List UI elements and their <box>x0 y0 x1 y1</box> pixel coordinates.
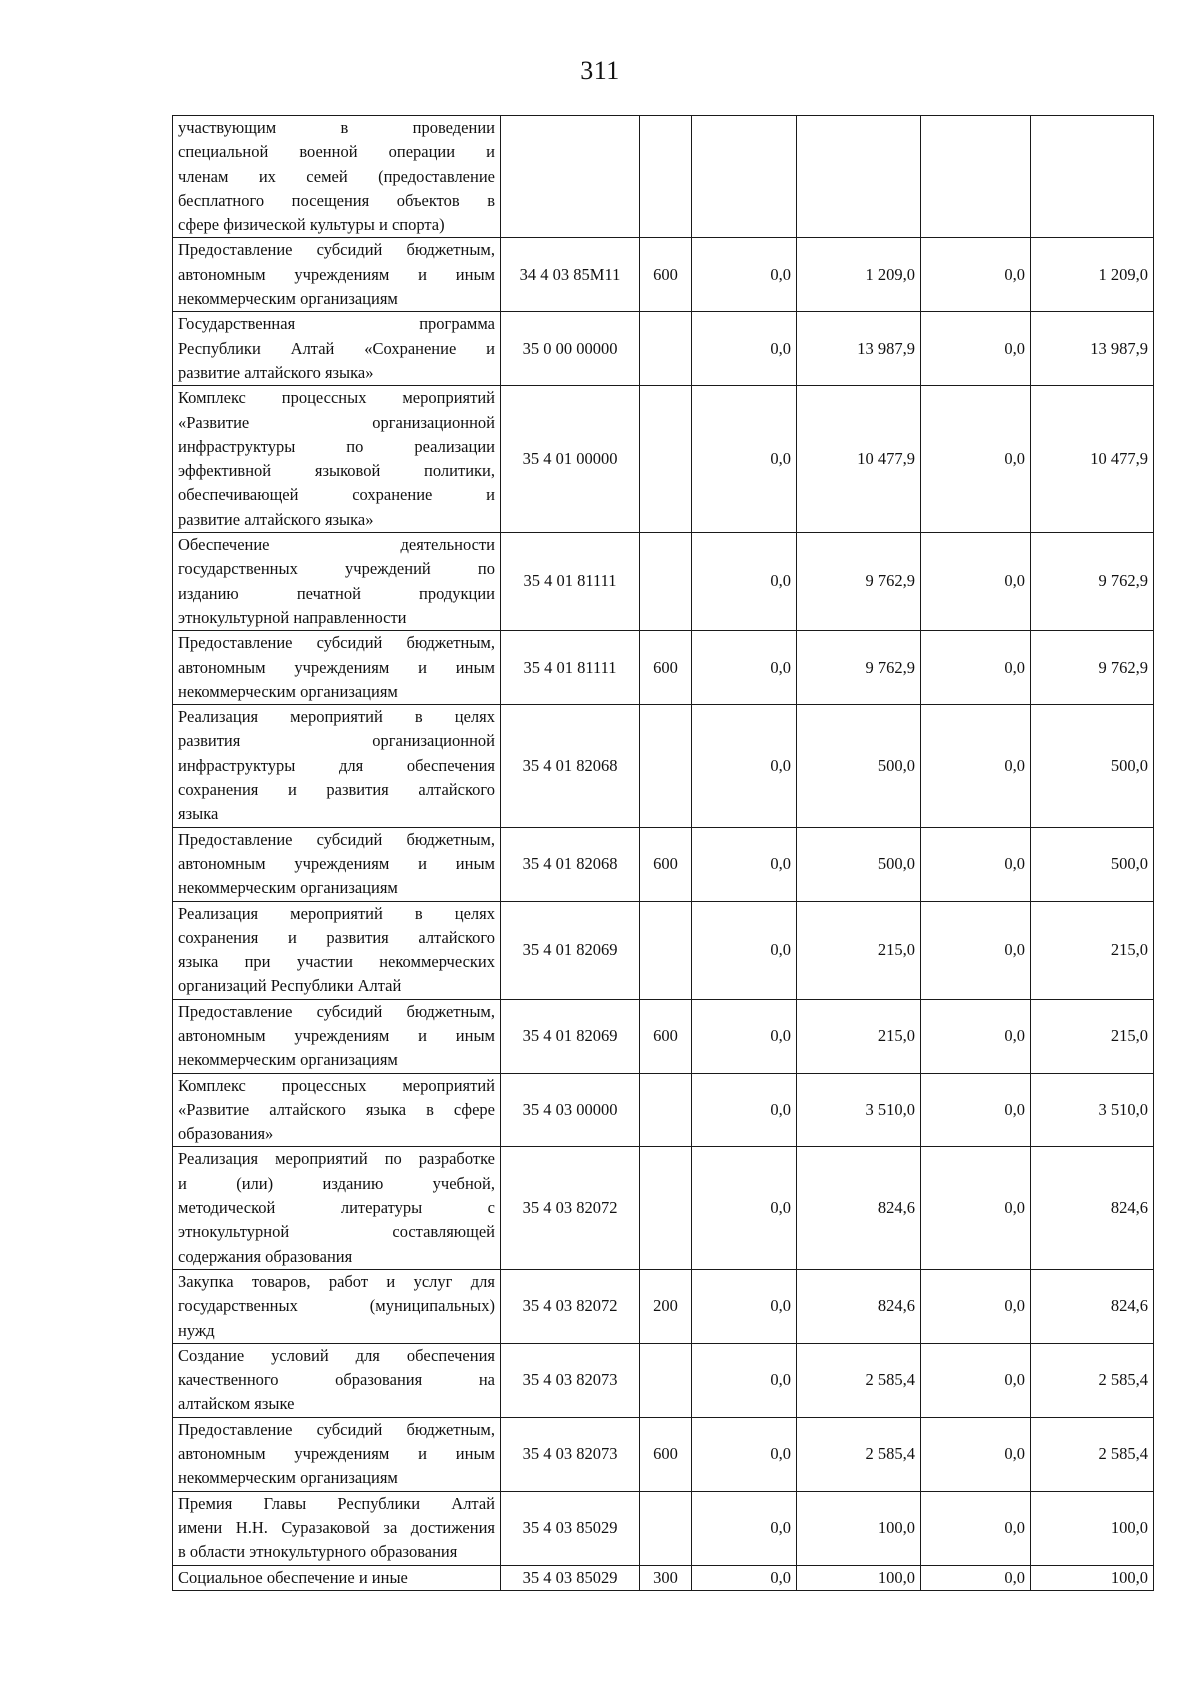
table-row <box>173 1073 1154 1147</box>
table-row <box>173 1491 1154 1565</box>
value-col-3: 0,0 <box>921 312 1031 386</box>
value-col-4: 13 987,9 <box>1031 312 1154 386</box>
row-name-line: сохранения и развития алтайского <box>178 780 495 800</box>
value-col-2: 10 477,9 <box>797 386 921 533</box>
target-article-code: 35 4 01 82069 <box>501 999 640 1073</box>
target-article-code: 35 4 03 00000 <box>501 1073 640 1147</box>
value-col-3: 0,0 <box>921 631 1031 705</box>
row-name-line: автономным учреждениям и иным <box>178 1025 495 1045</box>
value-col-4: 100,0 <box>1031 1491 1154 1565</box>
value-col-2: 215,0 <box>797 999 921 1073</box>
row-name <box>173 116 501 238</box>
row-name-line: автономным учреждениям и иным <box>178 264 495 284</box>
row-name <box>173 1417 501 1491</box>
target-article-code <box>501 116 640 238</box>
row-name <box>173 533 501 631</box>
value-col-2: 500,0 <box>797 705 921 827</box>
target-article-code: 35 4 01 81111 <box>501 631 640 705</box>
value-col-1: 0,0 <box>692 1147 797 1269</box>
target-article-code: 35 4 03 85029 <box>501 1491 640 1565</box>
row-name-line: этнокультурной составляющей <box>178 1222 495 1242</box>
value-col-3: 0,0 <box>921 999 1031 1073</box>
expense-type-code: 300 <box>640 1565 692 1590</box>
value-col-2: 824,6 <box>797 1147 921 1269</box>
table-row <box>173 386 1154 533</box>
row-name-line: членам их семей (предоставление <box>178 166 495 186</box>
row-name <box>173 1343 501 1417</box>
row-name-line: Закупка товаров, работ и услуг для <box>178 1271 495 1291</box>
row-name-line: некоммерческим организациям <box>178 878 398 898</box>
value-col-2: 1 209,0 <box>797 238 921 312</box>
row-name-line: языка при участии некоммерческих <box>178 952 495 972</box>
row-name-line: изданию печатной продукции <box>178 583 495 603</box>
value-col-4: 215,0 <box>1031 901 1154 999</box>
row-name-line: имени Н.Н. Суразаковой за достижения <box>178 1517 495 1537</box>
row-name-line: Предоставление субсидий бюджетным, <box>178 1001 495 1021</box>
expense-type-code: 600 <box>640 631 692 705</box>
row-name-line: «Развитие алтайского языка в сфере <box>178 1099 495 1119</box>
value-col-4: 824,6 <box>1031 1269 1154 1343</box>
table-row <box>173 1417 1154 1491</box>
value-col-3: 0,0 <box>921 533 1031 631</box>
value-col-2: 500,0 <box>797 827 921 901</box>
value-col-1: 0,0 <box>692 901 797 999</box>
value-col-4: 10 477,9 <box>1031 386 1154 533</box>
row-name-line: инфраструктуры по реализации <box>178 436 495 456</box>
target-article-code: 35 4 03 85029 <box>501 1565 640 1590</box>
expense-type-code: 600 <box>640 827 692 901</box>
target-article-code: 35 4 01 00000 <box>501 386 640 533</box>
target-article-code: 35 4 03 82072 <box>501 1147 640 1269</box>
row-name-line: организаций Республики Алтай <box>178 976 402 996</box>
value-col-4: 1 209,0 <box>1031 238 1154 312</box>
value-col-1: 0,0 <box>692 1491 797 1565</box>
value-col-4: 2 585,4 <box>1031 1417 1154 1491</box>
row-name-line: некоммерческим организациям <box>178 289 398 309</box>
table-row <box>173 116 1154 238</box>
row-name-line: государственных (муниципальных) <box>178 1296 495 1316</box>
row-name-line: развития организационной <box>178 731 495 751</box>
value-col-3: 0,0 <box>921 238 1031 312</box>
row-name-line: автономным учреждениям и иным <box>178 853 495 873</box>
table-row <box>173 631 1154 705</box>
value-col-3: 0,0 <box>921 1565 1031 1590</box>
expense-type-code: 600 <box>640 1417 692 1491</box>
row-name <box>173 1491 501 1565</box>
value-col-1: 0,0 <box>692 386 797 533</box>
target-article-code: 35 4 01 82068 <box>501 705 640 827</box>
value-col-4: 215,0 <box>1031 999 1154 1073</box>
table-row <box>173 705 1154 827</box>
budget-table-body <box>173 116 1154 1591</box>
expense-type-code <box>640 386 692 533</box>
row-name <box>173 1147 501 1269</box>
row-name-line: государственных учреждений по <box>178 559 495 579</box>
row-name-line: сохранения и развития алтайского <box>178 927 495 947</box>
target-article-code: 35 4 01 81111 <box>501 533 640 631</box>
table-row <box>173 999 1154 1073</box>
value-col-2: 3 510,0 <box>797 1073 921 1147</box>
table-row <box>173 238 1154 312</box>
row-name-line: Республики Алтай «Сохранение и <box>178 338 495 358</box>
row-name-line: развитие алтайского языка» <box>178 509 374 529</box>
expense-type-code: 600 <box>640 999 692 1073</box>
expense-type-code <box>640 116 692 238</box>
row-name-line: нужд <box>178 1320 215 1340</box>
row-name <box>173 1073 501 1147</box>
expense-type-code: 600 <box>640 238 692 312</box>
row-name-line: специальной военной операции и <box>178 142 495 162</box>
row-name <box>173 1269 501 1343</box>
value-col-2: 824,6 <box>797 1269 921 1343</box>
value-col-1: 0,0 <box>692 238 797 312</box>
value-col-3: 0,0 <box>921 386 1031 533</box>
table-row <box>173 312 1154 386</box>
row-name-line: некоммерческим организациям <box>178 681 398 701</box>
value-col-2: 100,0 <box>797 1565 921 1590</box>
row-name <box>173 238 501 312</box>
expense-type-code <box>640 1491 692 1565</box>
value-col-3: 0,0 <box>921 1343 1031 1417</box>
value-col-1: 0,0 <box>692 631 797 705</box>
expense-type-code: 200 <box>640 1269 692 1343</box>
table-row <box>173 827 1154 901</box>
budget-table <box>172 115 1154 1591</box>
row-name-line: Реализация мероприятий по разработке <box>178 1149 495 1169</box>
row-name-line: Премия Главы Республики Алтай <box>178 1493 495 1513</box>
value-col-1: 0,0 <box>692 999 797 1073</box>
row-name-line: методической литературы с <box>178 1198 495 1218</box>
value-col-2: 2 585,4 <box>797 1417 921 1491</box>
table-row <box>173 901 1154 999</box>
value-col-1: 0,0 <box>692 312 797 386</box>
table-row <box>173 1147 1154 1269</box>
value-col-2 <box>797 116 921 238</box>
value-col-4: 824,6 <box>1031 1147 1154 1269</box>
value-col-1: 0,0 <box>692 827 797 901</box>
row-name-line: Социальное обеспечение и иные <box>178 1567 408 1587</box>
row-name-line: Реализация мероприятий в целях <box>178 707 495 727</box>
target-article-code: 34 4 03 85M11 <box>501 238 640 312</box>
value-col-3: 0,0 <box>921 1073 1031 1147</box>
row-name-line: автономным учреждениям и иным <box>178 1444 495 1464</box>
row-name-line: Реализация мероприятий в целях <box>178 903 495 923</box>
table-row <box>173 1343 1154 1417</box>
expense-type-code <box>640 1073 692 1147</box>
row-name-line: алтайском языке <box>178 1394 295 1414</box>
value-col-4: 100,0 <box>1031 1565 1154 1590</box>
value-col-4: 2 585,4 <box>1031 1343 1154 1417</box>
page-number: 311 <box>580 56 620 85</box>
value-col-4: 500,0 <box>1031 827 1154 901</box>
value-col-3: 0,0 <box>921 705 1031 827</box>
value-col-1: 0,0 <box>692 1417 797 1491</box>
row-name-line: и (или) изданию учебной, <box>178 1173 495 1193</box>
value-col-1: 0,0 <box>692 1565 797 1590</box>
value-col-1: 0,0 <box>692 1269 797 1343</box>
value-col-2: 2 585,4 <box>797 1343 921 1417</box>
row-name-line: образования» <box>178 1124 274 1144</box>
row-name-line: сфере физической культуры и спорта) <box>178 215 445 235</box>
value-col-2: 9 762,9 <box>797 533 921 631</box>
row-name <box>173 827 501 901</box>
value-col-1: 0,0 <box>692 1073 797 1147</box>
value-col-3: 0,0 <box>921 901 1031 999</box>
row-name-line: содержания образования <box>178 1246 353 1266</box>
value-col-3: 0,0 <box>921 1491 1031 1565</box>
row-name-line: участвующим в проведении <box>178 118 495 137</box>
row-name-line: этнокультурной направленности <box>178 607 407 627</box>
row-name-line: Обеспечение деятельности <box>178 535 495 555</box>
value-col-3: 0,0 <box>921 827 1031 901</box>
value-col-4: 500,0 <box>1031 705 1154 827</box>
row-name-line: автономным учреждениям и иным <box>178 657 495 677</box>
row-name-line: развитие алтайского языка» <box>178 362 374 382</box>
row-name <box>173 901 501 999</box>
row-name-line: обеспечивающей сохранение и <box>178 485 495 505</box>
row-name-line: Предоставление субсидий бюджетным, <box>178 240 495 260</box>
row-name <box>173 705 501 827</box>
table-row <box>173 1565 1154 1590</box>
value-col-2: 215,0 <box>797 901 921 999</box>
value-col-3 <box>921 116 1031 238</box>
value-col-4: 9 762,9 <box>1031 533 1154 631</box>
value-col-3: 0,0 <box>921 1147 1031 1269</box>
value-col-2: 13 987,9 <box>797 312 921 386</box>
target-article-code: 35 4 03 82073 <box>501 1417 640 1491</box>
row-name <box>173 312 501 386</box>
value-col-3: 0,0 <box>921 1269 1031 1343</box>
row-name-line: инфраструктуры для обеспечения <box>178 755 495 775</box>
row-name-line: Государственная программа <box>178 314 495 334</box>
row-name-line: Предоставление субсидий бюджетным, <box>178 829 495 849</box>
row-name-line: в области этнокультурного образования <box>178 1542 458 1562</box>
row-name <box>173 1565 501 1590</box>
row-name-line: языка <box>178 804 219 824</box>
value-col-3: 0,0 <box>921 1417 1031 1491</box>
value-col-2: 9 762,9 <box>797 631 921 705</box>
row-name-line: Комплекс процессных мероприятий <box>178 1075 495 1095</box>
expense-type-code <box>640 312 692 386</box>
target-article-code: 35 4 01 82069 <box>501 901 640 999</box>
value-col-2: 100,0 <box>797 1491 921 1565</box>
expense-type-code <box>640 1343 692 1417</box>
value-col-1: 0,0 <box>692 705 797 827</box>
expense-type-code <box>640 705 692 827</box>
row-name <box>173 999 501 1073</box>
row-name-line: Предоставление субсидий бюджетным, <box>178 633 495 653</box>
value-col-1 <box>692 116 797 238</box>
value-col-4 <box>1031 116 1154 238</box>
row-name <box>173 631 501 705</box>
value-col-4: 3 510,0 <box>1031 1073 1154 1147</box>
row-name-line: «Развитие организационной <box>178 412 495 432</box>
target-article-code: 35 4 03 82072 <box>501 1269 640 1343</box>
value-col-1: 0,0 <box>692 1343 797 1417</box>
table-row <box>173 1269 1154 1343</box>
target-article-code: 35 4 03 82073 <box>501 1343 640 1417</box>
table-row <box>173 533 1154 631</box>
value-col-4: 9 762,9 <box>1031 631 1154 705</box>
row-name-line: Предоставление субсидий бюджетным, <box>178 1419 495 1439</box>
row-name <box>173 386 501 533</box>
row-name-line: Создание условий для обеспечения <box>178 1345 495 1365</box>
row-name-line: качественного образования на <box>178 1370 495 1390</box>
row-name-line: некоммерческим организациям <box>178 1468 398 1488</box>
row-name-line: бесплатного посещения объектов в <box>178 190 495 210</box>
expense-type-code <box>640 533 692 631</box>
target-article-code: 35 0 00 00000 <box>501 312 640 386</box>
row-name-line: эффективной языковой политики, <box>178 461 495 481</box>
expense-type-code <box>640 901 692 999</box>
row-name-line: некоммерческим организациям <box>178 1050 398 1070</box>
value-col-1: 0,0 <box>692 533 797 631</box>
row-name-line: Комплекс процессных мероприятий <box>178 388 495 408</box>
target-article-code: 35 4 01 82068 <box>501 827 640 901</box>
expense-type-code <box>640 1147 692 1269</box>
